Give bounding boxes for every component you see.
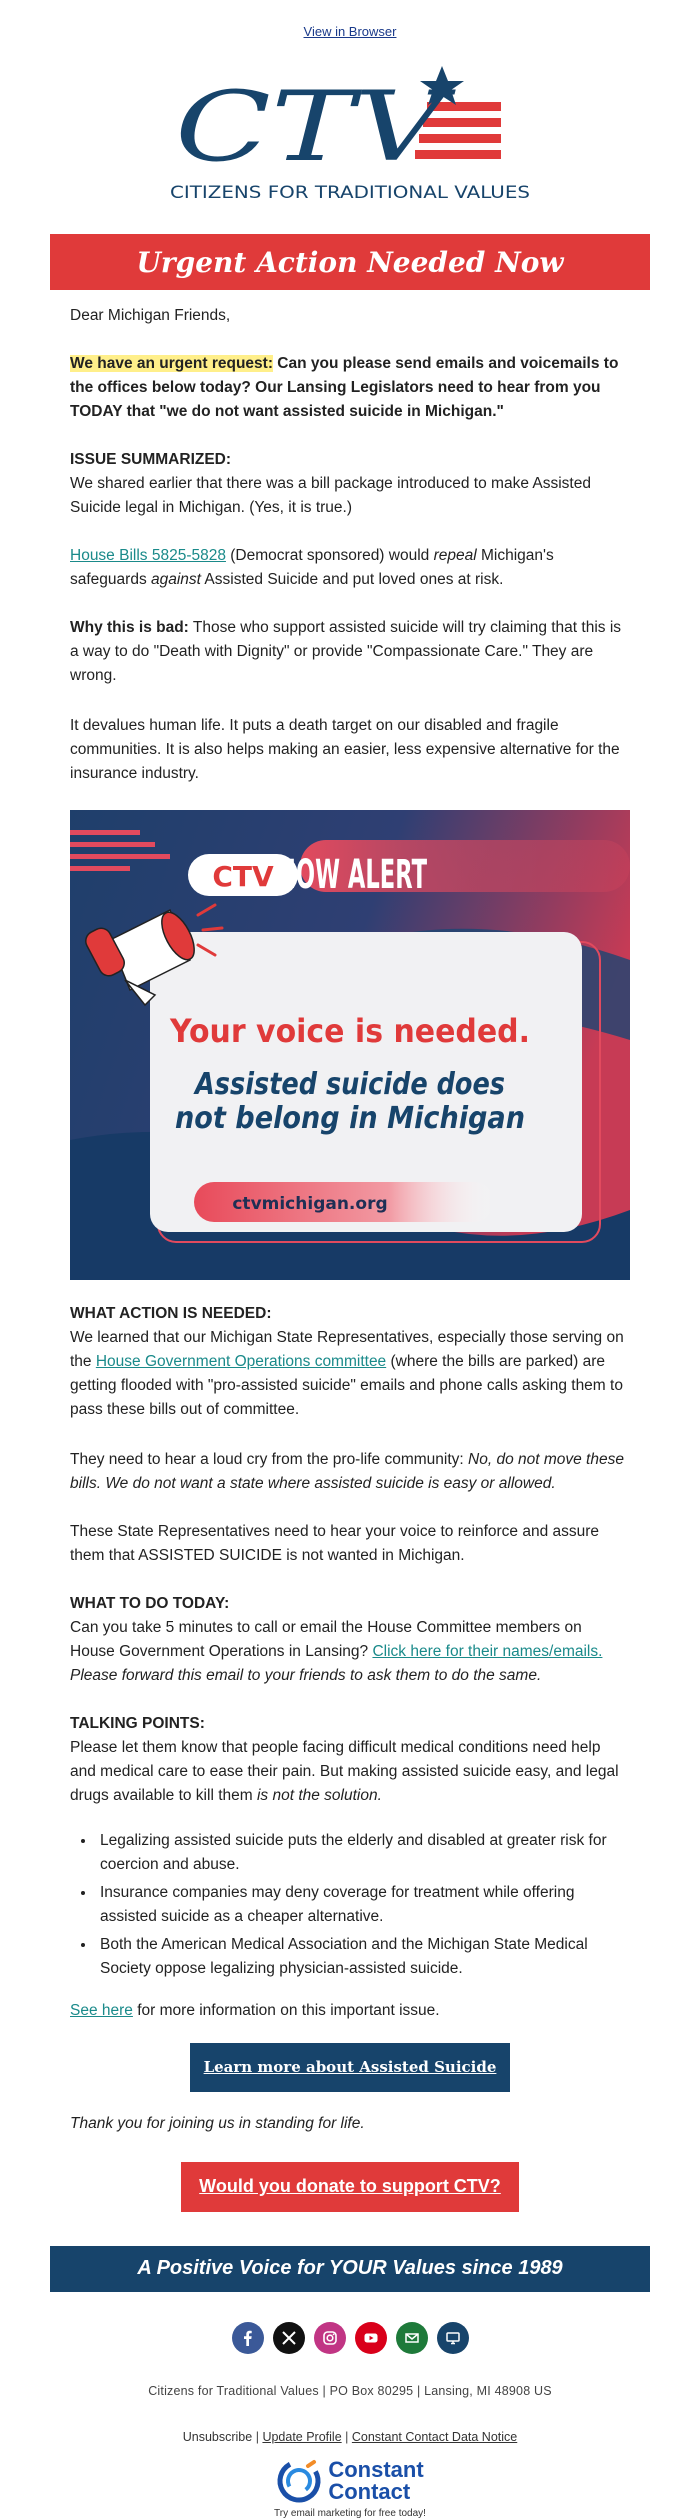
footer-separator: |: [345, 2429, 352, 2444]
alert-line-2b: not belong in Michigan: [175, 1101, 525, 1137]
talking-italic: is not the solution.: [256, 1787, 382, 1805]
email-body-2: [70, 1302, 630, 2212]
why-bad-text: Those who support assisted suicide will try claiming that this is a way to do "Death with Dignity" or provide "Compassionate Care." They are wrong.: [70, 619, 622, 685]
donate-button-row: [70, 2162, 630, 2212]
footer-separator: |: [255, 2429, 263, 2444]
constant-contact-logo[interactable]: [0, 2458, 700, 2504]
issue-heading: ISSUE SUMMARIZED:: [70, 451, 232, 469]
list-item: • Insurance companies may deny coverage for treatment while offering assisted suicide as a cheaper alternative.: [96, 1881, 630, 1929]
list-item: • Legalizing assisted suicide puts the elderly and disabled at greater risk for coercion and abuse.: [96, 1829, 630, 1877]
learn-more-button[interactable]: Learn more about Assisted Suicide: [190, 2043, 511, 2092]
action-text-b: (where the bills are parked) are getting flooded with "pro-assisted suicide" emails and phone calls asking them to pass these bills out of committee.: [70, 1353, 623, 1419]
alert-url: ctvmichigan.org: [232, 1194, 388, 1215]
facebook-icon[interactable]: [232, 2322, 264, 2354]
constant-contact-icon: [276, 2458, 322, 2504]
constant-contact-wordmark: [328, 2456, 424, 2504]
bills-text-a: (Democrat sponsored) would: [225, 547, 434, 565]
update-profile-link[interactable]: Update Profile: [262, 2429, 342, 2444]
urgent-request-paragraph: [70, 352, 630, 424]
website-icon[interactable]: [437, 2322, 469, 2354]
forward-italic: Please forward this email to your friends to ask them to do the same.: [70, 1667, 542, 1685]
donate-button[interactable]: Would you donate to support CTV?: [181, 2162, 519, 2212]
bills-text-b: Michigan's safeguards: [70, 547, 554, 589]
view-in-browser-row: [0, 0, 700, 48]
ctv-logo: [165, 62, 535, 210]
unsubscribe-link[interactable]: Unsubscribe: [182, 2429, 253, 2444]
todo-heading: WHAT TO DO TODAY:: [70, 1595, 230, 1613]
loud-cry-paragraph: [70, 1448, 630, 1496]
email-icon[interactable]: [396, 2322, 428, 2354]
see-here-link[interactable]: See here: [70, 2001, 133, 2019]
email-body: [70, 304, 630, 786]
bills-text-c: Assisted Suicide and put loved ones at risk.: [200, 571, 504, 589]
learn-button-row: [70, 2043, 630, 2092]
youtube-icon[interactable]: [355, 2322, 387, 2354]
logo-subtitle: CITIZENS FOR TRADITIONAL VALUES: [170, 183, 530, 203]
todo-paragraph: [70, 1616, 630, 1688]
list-item: • Both the American Medical Association and the Michigan State Medical Society oppose legalizing physician-assisted suicide.: [96, 1933, 630, 1981]
bills-against: against: [151, 571, 201, 589]
todo-text: Can you take 5 minutes to call or email the House Committee members on House Government Operations in Lansing?: [70, 1619, 582, 1661]
talking-text: Please let them know that people facing difficult medical conditions need help and medical care to ease their pain. But making assisted suicide easy, and legal drugs available to kill them: [70, 1739, 619, 1805]
view-in-browser-link[interactable]: View in Browser: [303, 24, 397, 39]
cc-line-2: Contact: [328, 2478, 411, 2504]
action-heading: WHAT ACTION IS NEEDED:: [70, 1305, 272, 1323]
action-text-a: We learned that our Michigan State Representatives, especially those serving on the: [70, 1329, 624, 1371]
urgent-highlight: We have an urgent request:: [70, 355, 273, 373]
tagline-text: A Positive Voice for YOUR Values since 1989: [137, 2257, 563, 2280]
cc-line-1: Constant: [328, 2456, 424, 2482]
urgent-request-text: Can you please send emails and voicemails to the offices below today? Our Lansing Legislators need to hear from you TODAY that "we do not want assisted suicide in Michigan.": [70, 355, 619, 421]
names-emails-link[interactable]: Click here for their names/emails.: [372, 1643, 603, 1661]
reps-paragraph: These State Representatives need to hear your voice to reinforce and assure them that ASSISTED SUICIDE is not wanted in Michigan.: [70, 1523, 600, 1565]
alert-line-1: Your voice is needed.: [169, 1012, 530, 1051]
why-bad-paragraph: [70, 616, 630, 688]
committee-link[interactable]: House Government Operations committee: [95, 1353, 387, 1371]
tagline-banner: [50, 2246, 650, 2292]
bills-paragraph: [70, 544, 630, 592]
loud-cry-italic: No, do not move these bills. We do not want a state where assisted suicide is easy or allowed.: [70, 1451, 624, 1493]
urgent-banner: [50, 234, 650, 290]
see-here-text: for more information on this important issue.: [132, 2001, 440, 2019]
logo-letters: CTV: [175, 71, 457, 183]
social-links: [0, 2322, 700, 2354]
instagram-icon[interactable]: [314, 2322, 346, 2354]
thanks-text: Thank you for joining us in standing for life.: [70, 2114, 365, 2132]
footer-address: Citizens for Traditional Values | PO Box 80295 | Lansing, MI 48908 US: [148, 2383, 552, 2398]
cc-tagline: Try email marketing for free today!: [274, 2507, 426, 2519]
alert-badge: CTV: [212, 860, 274, 894]
urgent-banner-text: Urgent Action Needed Now: [136, 245, 564, 279]
x-icon[interactable]: [273, 2322, 305, 2354]
issue-text: We shared earlier that there was a bill package introduced to make Assisted Suicide legal in Michigan. (Yes, it is true.): [70, 475, 591, 517]
now-alert-image: [70, 810, 630, 1280]
talking-points-list: [96, 1829, 630, 1981]
loud-cry-text: They need to hear a loud cry from the pro-life community:: [70, 1451, 469, 1469]
devalues-paragraph: It devalues human life. It puts a death target on our disabled and fragile communities. It is also helps making an easier, less expensive alternative for the insurance industry.: [70, 717, 620, 783]
bills-repeal: repeal: [433, 547, 477, 565]
talking-paragraph: [70, 1736, 630, 1808]
greeting: Dear Michigan Friends,: [70, 307, 231, 324]
house-bills-link[interactable]: House Bills 5825-5828: [70, 547, 226, 565]
action-paragraph: [70, 1326, 630, 1422]
alert-title: NOW ALERT: [277, 852, 428, 899]
footer-links: [0, 2430, 700, 2444]
alert-line-2a: Assisted suicide does: [193, 1067, 505, 1103]
see-here-paragraph: [70, 1999, 630, 2023]
why-bad-label: Why this is bad:: [70, 619, 189, 637]
data-notice-link[interactable]: Constant Contact Data Notice: [351, 2429, 518, 2444]
talking-heading: TALKING POINTS:: [70, 1715, 205, 1733]
